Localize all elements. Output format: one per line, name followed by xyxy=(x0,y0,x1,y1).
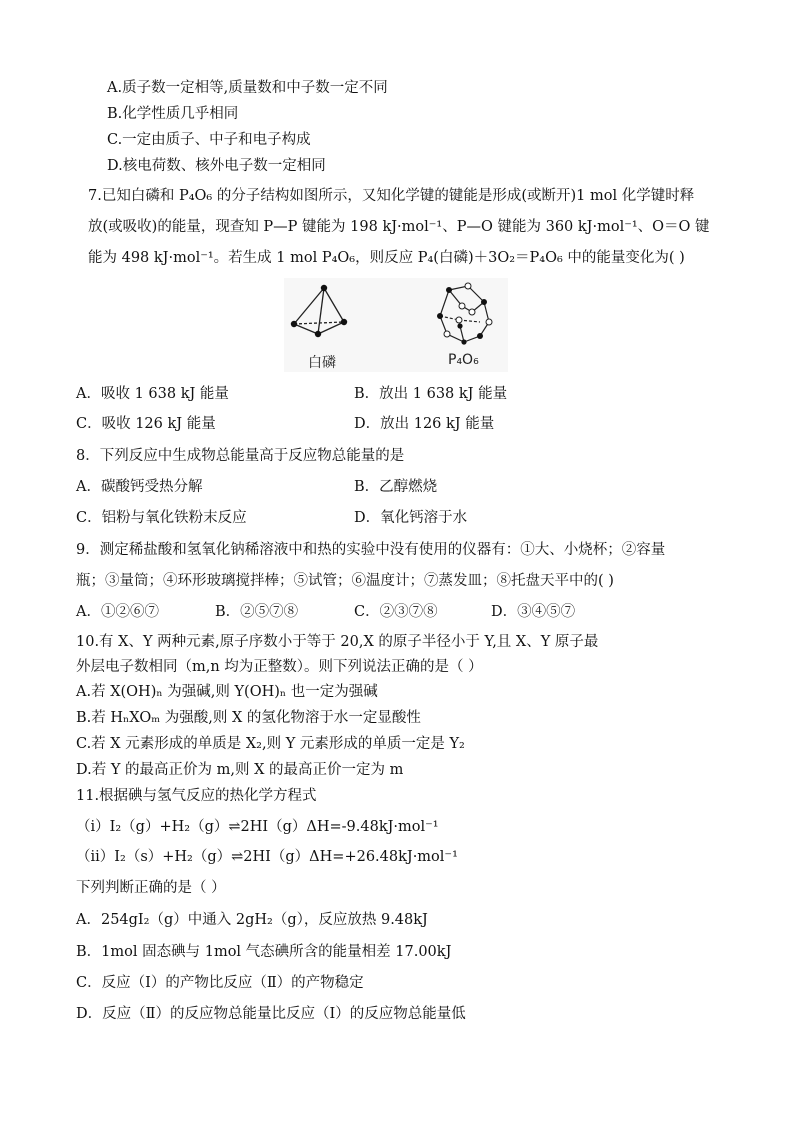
q9-option-a: A．①②⑥⑦ xyxy=(76,604,159,620)
q11-option-b: B．1mol 固态碘与 1mol 气态碘所含的能量相差 17.00kJ xyxy=(76,944,452,960)
q7-stem-line3: 能为 498 kJ·mol⁻¹。若生成 1 mol P₄O₆，则反应 P₄(白磷)＋3O₂＝P₄O₆ 中的能量变化为( ) xyxy=(88,250,685,266)
q9-stem-line1: 9．测定稀盐酸和氢氧化钠稀溶液中和热的实验中没有使用的仪器有：①大、小烧杯；②容量 xyxy=(76,542,666,558)
q7-option-c: C．吸收 126 kJ 能量 xyxy=(76,416,216,432)
q6-option-a: A.质子数一定相等,质量数和中子数一定不同 xyxy=(107,80,388,96)
q7-option-b: B．放出 1 638 kJ 能量 xyxy=(354,386,508,402)
molecular-structure-figure xyxy=(284,278,508,372)
p4o6-label: P₄O₆ xyxy=(448,352,479,368)
q11-stem: 11.根据碘与氢气反应的热化学方程式 xyxy=(76,788,317,804)
q9-stem-line2: 瓶；③量筒；④环形玻璃搅拌棒；⑤试管；⑥温度计；⑦蒸发皿；⑧托盘天平中的( ) xyxy=(76,573,614,589)
q11-equation-2: （ii）I₂（s）+H₂（g）⇌2HI（g）ΔH=+26.48kJ·mol⁻¹ xyxy=(76,849,458,865)
q10-option-d: D.若 Y 的最高正价为 m,则 X 的最高正价一定为 m xyxy=(76,762,404,778)
q7-stem-line2: 放(或吸收)的能量，现查知 P—P 键能为 198 kJ·mol⁻¹、P—O 键能为 360 kJ·mol⁻¹、O＝O 键 xyxy=(88,219,710,235)
q11-option-a: A．254gI₂（g）中通入 2gH₂（g），反应放热 9.48kJ xyxy=(76,912,428,928)
q11-question: 下列判断正确的是（ ） xyxy=(76,880,226,896)
q6-option-c: C.一定由质子、中子和电子构成 xyxy=(107,132,311,148)
q8-option-b: B．乙醇燃烧 xyxy=(354,479,438,495)
q11-option-c: C．反应（Ⅰ）的产物比反应（Ⅱ）的产物稳定 xyxy=(76,975,364,991)
q6-option-d: D.核电荷数、核外电子数一定相同 xyxy=(107,158,326,174)
q10-option-b: B.若 HₙXOₘ 为强酸,则 X 的氢化物溶于水一定显酸性 xyxy=(76,710,421,726)
q10-option-c: C.若 X 元素形成的单质是 X₂,则 Y 元素形成的单质一定是 Y₂ xyxy=(76,736,465,752)
q6-option-b: B.化学性质几乎相同 xyxy=(107,106,239,122)
q8-option-c: C．铝粉与氧化铁粉末反应 xyxy=(76,510,247,526)
q7-stem-line1: 7.已知白磷和 P₄O₆ 的分子结构如图所示，又知化学键的键能是形成(或断开)1 mol 化学键时释 xyxy=(88,188,695,204)
q10-stem-line1: 10.有 X、Y 两种元素,原子序数小于等于 20,X 的原子半径小于 Y,且 X、Y 原子最 xyxy=(76,634,599,650)
q10-option-a: A.若 X(OH)ₙ 为强碱,则 Y(OH)ₙ 也一定为强碱 xyxy=(76,684,378,700)
q9-option-b: B．②⑤⑦⑧ xyxy=(215,604,299,620)
q8-option-a: A．碳酸钙受热分解 xyxy=(76,479,203,495)
q7-option-d: D．放出 126 kJ 能量 xyxy=(354,416,495,432)
white-phosphorus-label: 白磷 xyxy=(308,355,336,371)
q8-stem: 8．下列反应中生成物总能量高于反应物总能量的是 xyxy=(76,448,405,464)
q11-option-d: D．反应（Ⅱ）的反应物总能量比反应（Ⅰ）的反应物总能量低 xyxy=(76,1006,466,1022)
q9-option-c: C．②③⑦⑧ xyxy=(354,604,438,620)
q7-option-a: A．吸收 1 638 kJ 能量 xyxy=(76,386,229,402)
q11-equation-1: （i）I₂（g）+H₂（g）⇌2HI（g）ΔH=-9.48kJ·mol⁻¹ xyxy=(76,819,439,835)
q8-option-d: D．氧化钙溶于水 xyxy=(354,510,468,526)
q10-stem-line2: 外层电子数相同（m,n 均为正整数）。则下列说法正确的是（ ） xyxy=(76,659,483,675)
q9-option-d: D．③④⑤⑦ xyxy=(491,604,576,620)
